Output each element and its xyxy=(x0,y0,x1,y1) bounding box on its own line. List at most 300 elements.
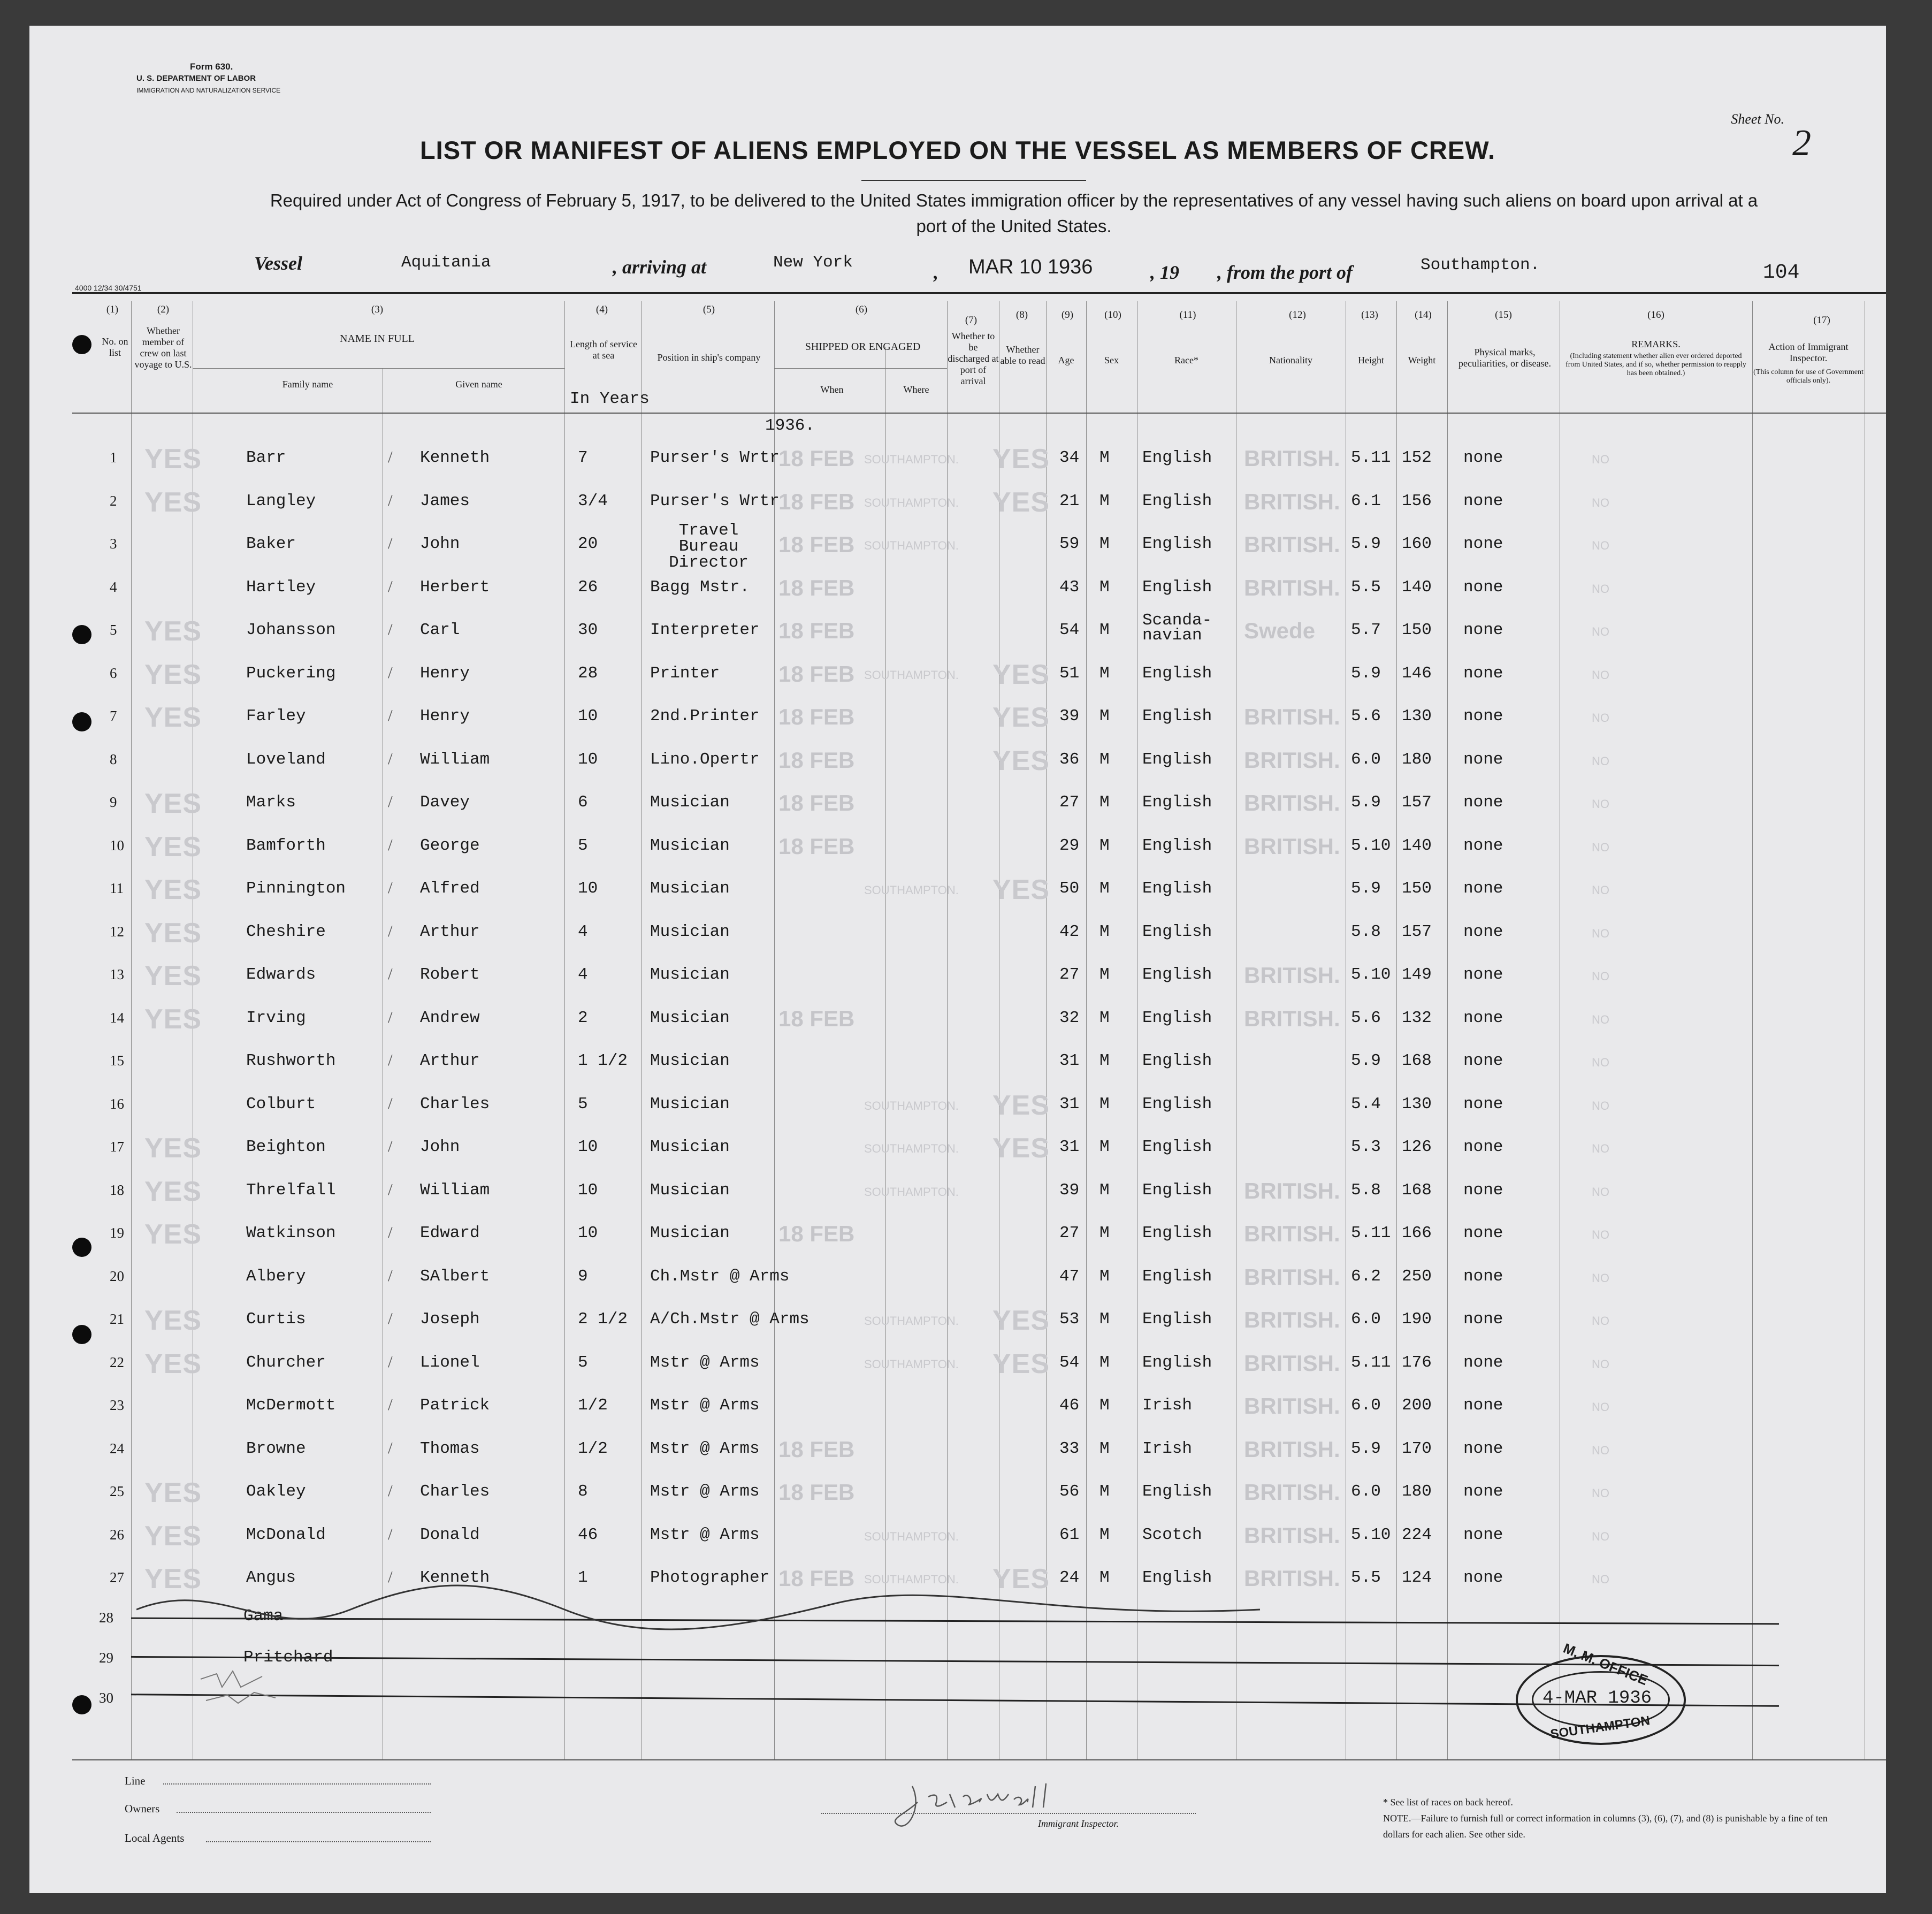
cell-race: English xyxy=(1142,577,1212,597)
cell-position: Bagg Mstr. xyxy=(650,577,750,597)
row-number: 28 xyxy=(99,1610,113,1626)
check-tick: / xyxy=(388,490,393,509)
cell-nationality: BRITISH. xyxy=(1244,790,1340,815)
cell-family: Edwards xyxy=(246,965,316,984)
cell-family: Colburt xyxy=(246,1094,316,1114)
cell-weight: 146 xyxy=(1402,664,1432,683)
cell-race: English xyxy=(1142,491,1212,510)
cell-where: SOUTHAMPTON. xyxy=(864,495,959,509)
cell-age: 34 xyxy=(1059,448,1080,467)
check-tick: / xyxy=(388,447,393,466)
sheet-no-label: Sheet No. xyxy=(1731,111,1784,127)
cell-race: English xyxy=(1142,1094,1212,1114)
cell-race: Irish xyxy=(1142,1396,1193,1415)
cell-given: William xyxy=(420,750,490,769)
cell-remarks: NO xyxy=(1592,495,1609,509)
cell-prev: YES xyxy=(144,1477,202,1508)
cell-marks: none xyxy=(1463,1396,1503,1415)
cell-no: 12 xyxy=(110,923,124,940)
cell-height: 5.10 xyxy=(1351,836,1391,855)
cell-length: 1 xyxy=(578,1568,588,1587)
cell-age: 27 xyxy=(1059,965,1080,984)
cell-where: SOUTHAMPTON. xyxy=(864,1142,959,1155)
cell-given: SAlbert xyxy=(420,1267,490,1286)
check-tick: / xyxy=(388,1481,393,1500)
cell-length: 10 xyxy=(578,1224,598,1242)
cell-given: Henry xyxy=(420,664,470,683)
col-header-race: Race* xyxy=(1174,355,1198,365)
cell-position: Musician xyxy=(650,922,730,941)
cell-height: 6.2 xyxy=(1351,1267,1381,1286)
cell-height: 5.5 xyxy=(1351,577,1381,597)
cell-sex: M xyxy=(1099,1180,1110,1200)
check-tick: / xyxy=(388,662,393,682)
binder-hole xyxy=(72,1238,91,1257)
year-label: , 19 xyxy=(1150,262,1179,283)
cell-read: YES xyxy=(992,1305,1050,1336)
cell-position: Travel Bureau Director xyxy=(669,521,749,572)
col-header-discharged: Whether to be discharged at port of arrival xyxy=(948,331,999,386)
cell-height: 5.9 xyxy=(1351,793,1381,812)
cell-prev: YES xyxy=(144,960,202,992)
cell-marks: none xyxy=(1463,664,1503,683)
cell-weight: 160 xyxy=(1402,535,1432,553)
cell-remarks: NO xyxy=(1592,668,1609,682)
cell-family: Irving xyxy=(246,1008,306,1027)
col-header-sex: Sex xyxy=(1104,355,1119,365)
cell-given: Edward xyxy=(420,1224,480,1242)
cell-height: 5.9 xyxy=(1351,879,1381,898)
cell-height: 6.0 xyxy=(1351,1482,1381,1501)
cell-read: YES xyxy=(992,1133,1050,1164)
cell-family: Angus xyxy=(246,1568,296,1587)
department: U. S. DEPARTMENT OF LABOR xyxy=(136,74,256,83)
manifest-sheet: Form 630. U. S. DEPARTMENT OF LABOR IMMIGRATION AND NATURALIZATION SERVICE Sheet No. 2 LIST OR MANIFEST OF ALIENS EMPLOYED ON THE VESSEL AS MEMBERS OF CREW. Required under Act of Congress of February 5, 1917, to be delivered to the United States immigration officer by the representatives of any vessel having such aliens on board upon arrival at a port of the United States. Vessel Aquitania , arriving at New York , MAR 10 1936 , 19 , from the port of Southampton. 104 4000 12/34 30/4751 (1) (2) (3) (4) (5) (6) (7) (8) (9) (10) (11) (12) (13) (14) (15) (16) (17) No. on list Whether member of crew on last voyage to U.S. NAME IN FULL Family name Given name Length of service at sea Position in ship's company SHIPPED OR ENGAGED When Where Whether to be discharged at port of arrival Whether able to read Age Sex Race* Nationality Height Weight Physical marks, peculiarities, or disease. REMARKS. (Including statement whether alien ever ordered deported from United States, and if so, whether permission to reapply has been obtained.) Action of Immigrant Inspector. (This column for use of Government officials only). In Years 1936. 1 YES Barr Kenneth 7 Purser's Wrtr 18 FEB SOUTHAMPTON. YES 34 M English BRITISH. 5.11 152 none NO / 2 YES Langley James 3/4 Purser's Wrtr 18 FEB SOUTHAMPTON. YES 21 M English BRITISH. 6.1 156 none NO / 3 Baker John 20 Travel Bureau Director 18 FEB SOUTHAMPTON. 59 M English BRITISH. 5.9 160 none NO / 4 Hartley Herbert 26 Bagg Mstr. 18 FEB 43 M English BRITISH. 5.5 140 none NO / 5 YES Johansson Carl 30 Interpreter 18 FEB 54 M Scanda-navian Swede 5.7 150 none NO / 6 YES Puckering Henry 28 Printer 18 FEB SOUTHAMPTON. YES 51 M English 5.9 146 none NO / 7 YES Farley Henry 10 2nd.Printer 18 FEB YES 39 M English BRITISH. 5.6 130 none NO / 8 Loveland William 10 Lino.Opertr 18 FEB YES 36 M English BRITISH. 6.0 180 none NO / 9 YES Marks Davey 6 Musician 18 FEB 27 M English BRITISH. 5.9 157 none NO / 10 YES Bamforth George 5 Musician 18 FEB 29 M English BRITISH. 5.10 140 none NO / 11 YES Pinnington Alfred 10 Musician SOUTHAMPTON. YES 50 M English 5.9 150 none NO / 12 YES Cheshire Arthur 4 Musician 42 M English 5.8 157 none NO / 13 YES Edwards Robert 4 Musician 27 M English BRITISH. 5.10 149 none NO / 14 YES Irving Andrew 2 Musician 18 FEB 32 M English BRITISH. 5.6 132 none NO / 15 Rushworth Arthur 1 1/2 Musician 31 M English 5.9 168 none NO / 16 Colburt Charles 5 Musician SOUTHAMPTON. YES 31 M English 5.4 130 none NO / 17 YES Beighton John 10 Musician SOUTHAMPTON. YES 31 M English 5.3 126 none NO / 18 YES Threlfall William 10 Musician SOUTHAMPTON. 39 M English BRITISH. 5.8 168 none NO / 19 YES Watkinson Edward 10 Musician 18 FEB 27 M English BRITISH. 5.11 166 none NO / 20 Albery SAlbert 9 Ch.Mstr @ Arms 47 M English BRITISH. 6.2 250 none NO / 21 YES Curtis Joseph 2 1/2 A/Ch.Mstr @ Arms SOUTHAMPTON. YES 53 M English BRITISH. 6.0 190 none NO / 22 YES Churcher Lionel 5 Mstr @ Arms SOUTHAMPTON. YES 54 M English BRITISH. 5.11 176 none NO / 23 McDermott Patrick 1/2 Mstr @ Arms 46 M Irish BRITISH. 6.0 200 none NO / 24 Browne Thomas 1/2 Mstr @ Arms 18 FEB 33 M Irish BRITISH. 5.9 170 none NO / 25 YES Oakley Charles 8 Mstr @ Arms 18 FEB 56 M English BRITISH. 6.0 180 none NO / 26 YES McDonald Donald 46 Mstr @ Arms SOUTHAMPTON. 61 M Scotch BRITISH. 5.10 224 none NO / 27 YES Angus Kenneth 1 Photographer 18 FEB SOUTHAMPTON. YES 24 M English BRITISH. 5.5 124 none NO / 28 29 30 Gama Pritchard M. M. OFFICE 4-MAR 1936 SOUTHAMPTON Line Owners Local Agents Immigrant Inspector. * See list of races on back hereof. NOTE.—Failure to furnish full or correct information in columns (3), (6), (7), and (8) is punishable by a fine of ten dollars for each alien. See other side. xyxy=(29,26,1886,1893)
cell-prev: YES xyxy=(144,1564,202,1595)
cell-no: 15 xyxy=(110,1053,124,1069)
cell-no: 22 xyxy=(110,1354,124,1370)
cell-given: Thomas xyxy=(420,1439,480,1458)
cell-remarks: NO xyxy=(1592,1443,1609,1457)
cell-read: YES xyxy=(992,1089,1050,1121)
cell-height: 6.0 xyxy=(1351,1396,1381,1415)
cell-marks: none xyxy=(1463,535,1503,553)
cell-prev: YES xyxy=(144,788,202,819)
check-tick: / xyxy=(388,1309,393,1328)
cell-no: 21 xyxy=(110,1311,124,1327)
vessel-label: Vessel xyxy=(254,253,302,274)
cell-age: 53 xyxy=(1059,1310,1080,1329)
col-header-action: Action of Immigrant Inspector. xyxy=(1768,341,1849,363)
cell-weight: 132 xyxy=(1402,1008,1432,1027)
col-header-position: Position in ship's company xyxy=(657,352,761,363)
check-tick: / xyxy=(388,1050,393,1069)
cell-no: 17 xyxy=(110,1139,124,1155)
from-port-label: , from the port of xyxy=(1217,262,1353,283)
cell-height: 5.8 xyxy=(1351,922,1381,941)
cell-weight: 190 xyxy=(1402,1310,1432,1329)
cell-given: William xyxy=(420,1180,490,1200)
title-rule xyxy=(861,180,1086,181)
cell-remarks: NO xyxy=(1592,625,1609,638)
cell-age: 27 xyxy=(1059,793,1080,812)
cell-remarks: NO xyxy=(1592,539,1609,552)
cell-length: 28 xyxy=(578,664,598,683)
cell-marks: none xyxy=(1463,922,1503,941)
cell-nationality: BRITISH. xyxy=(1244,1005,1340,1031)
vessel-name: Aquitania xyxy=(401,253,491,272)
cell-age: 43 xyxy=(1059,577,1080,597)
cell-when: 18 FEB xyxy=(778,489,855,514)
arriving-at-label: , arriving at xyxy=(613,256,707,278)
cell-length: 10 xyxy=(578,750,598,769)
row-number: 30 xyxy=(99,1690,113,1706)
cell-sex: M xyxy=(1099,1568,1110,1587)
cell-weight: 150 xyxy=(1402,879,1432,898)
cell-given: Alfred xyxy=(420,879,480,898)
check-tick: / xyxy=(388,1093,393,1112)
cell-race: English xyxy=(1142,1008,1212,1027)
check-tick: / xyxy=(388,1438,393,1457)
cell-no: 27 xyxy=(110,1569,124,1585)
footnote-fine: NOTE.—Failure to furnish full or correct information in columns (3), (6), (7), and (8) is punishable by a fine of ten dollars for each alien. See other side. xyxy=(1383,1813,1828,1840)
cell-age: 39 xyxy=(1059,1180,1080,1200)
cell-race: English xyxy=(1142,448,1212,467)
cell-weight: 180 xyxy=(1402,1482,1432,1501)
cell-sex: M xyxy=(1099,1439,1110,1458)
cell-family: Farley xyxy=(246,707,306,726)
cell-family: Beighton xyxy=(246,1138,326,1156)
cell-nationality: BRITISH. xyxy=(1244,575,1340,600)
cell-length: 1/2 xyxy=(578,1396,608,1415)
cell-no: 19 xyxy=(110,1225,124,1241)
cell-length: 4 xyxy=(578,922,588,941)
check-tick: / xyxy=(388,964,393,983)
cell-where: SOUTHAMPTON. xyxy=(864,668,959,682)
cell-length: 46 xyxy=(578,1525,598,1544)
cell-family: Langley xyxy=(246,491,316,510)
cell-marks: none xyxy=(1463,448,1503,467)
cell-race: English xyxy=(1142,1224,1212,1242)
cell-sex: M xyxy=(1099,448,1110,467)
cell-family: Churcher xyxy=(246,1353,326,1372)
inspector-label: Immigrant Inspector. xyxy=(1038,1818,1119,1829)
cell-marks: none xyxy=(1463,1525,1503,1544)
cell-weight: 224 xyxy=(1402,1525,1432,1544)
cell-sex: M xyxy=(1099,664,1110,683)
cell-weight: 200 xyxy=(1402,1396,1432,1415)
cell-race: English xyxy=(1142,1482,1212,1501)
cell-race: English xyxy=(1142,836,1212,855)
cell-given: George xyxy=(420,836,480,855)
cell-position: Purser's Wrtr xyxy=(650,448,780,467)
cell-given: Kenneth xyxy=(420,1568,490,1587)
cell-remarks: NO xyxy=(1592,1573,1609,1586)
cell-age: 33 xyxy=(1059,1439,1080,1458)
cell-sex: M xyxy=(1099,1008,1110,1027)
cell-height: 5.11 xyxy=(1351,1224,1391,1242)
cell-position: Mstr @ Arms xyxy=(650,1439,760,1458)
cell-family: Pinnington xyxy=(246,879,346,898)
cell-sex: M xyxy=(1099,577,1110,597)
cell-length: 7 xyxy=(578,448,588,467)
cell-remarks: NO xyxy=(1592,1529,1609,1543)
pencil-scribble xyxy=(190,1663,350,1711)
cell-race: English xyxy=(1142,1267,1212,1286)
cell-age: 31 xyxy=(1059,1051,1080,1070)
cell-sex: M xyxy=(1099,1482,1110,1501)
cell-length: 6 xyxy=(578,793,588,812)
binder-hole xyxy=(72,1695,91,1714)
cell-position: Musician xyxy=(650,965,730,984)
cell-marks: none xyxy=(1463,1353,1503,1372)
cell-nationality: BRITISH. xyxy=(1244,1307,1340,1332)
cell-weight: 156 xyxy=(1402,491,1432,510)
cell-given: Carl xyxy=(420,621,460,639)
cell-when: 18 FEB xyxy=(778,1005,855,1031)
cell-weight: 150 xyxy=(1402,621,1432,639)
cell-position: Photographer xyxy=(650,1568,770,1587)
col-header-read: Whether able to read xyxy=(1000,344,1045,366)
cell-remarks: NO xyxy=(1592,1271,1609,1285)
cell-nationality: BRITISH. xyxy=(1244,963,1340,988)
cell-nationality: BRITISH. xyxy=(1244,1522,1340,1548)
cell-where: SOUTHAMPTON. xyxy=(864,539,959,552)
cell-sex: M xyxy=(1099,1267,1110,1286)
cell-family: Oakley xyxy=(246,1482,306,1501)
cell-height: 5.8 xyxy=(1351,1180,1381,1200)
cell-race: English xyxy=(1142,1568,1212,1587)
cell-weight: 140 xyxy=(1402,836,1432,855)
cell-remarks: NO xyxy=(1592,840,1609,854)
cell-position: Interpreter xyxy=(650,621,760,639)
cell-position: Lino.Opertr xyxy=(650,750,760,769)
year-1936: 1936. xyxy=(765,416,815,435)
cell-prev: YES xyxy=(144,1348,202,1379)
cell-read: YES xyxy=(992,486,1050,518)
cell-weight: 157 xyxy=(1402,922,1432,941)
cell-length: 2 xyxy=(578,1008,588,1027)
cell-race: English xyxy=(1142,1051,1212,1070)
cell-when: 18 FEB xyxy=(778,532,855,557)
page-code: 104 xyxy=(1763,261,1800,284)
cell-remarks: NO xyxy=(1592,1486,1609,1500)
departure-port: Southampton. xyxy=(1421,256,1540,274)
cell-age: 47 xyxy=(1059,1267,1080,1286)
cell-given: Patrick xyxy=(420,1396,490,1415)
sheet-number: 2 xyxy=(1792,123,1811,164)
cell-sex: M xyxy=(1099,1310,1110,1329)
cell-race: Scotch xyxy=(1142,1525,1202,1544)
cell-length: 5 xyxy=(578,836,588,855)
cell-nationality: BRITISH. xyxy=(1244,1480,1340,1505)
cell-age: 31 xyxy=(1059,1138,1080,1156)
cell-no: 16 xyxy=(110,1095,124,1112)
cell-no: 3 xyxy=(110,536,117,552)
cell-position: Mstr @ Arms xyxy=(650,1396,760,1415)
cell-age: 61 xyxy=(1059,1525,1080,1544)
check-tick: / xyxy=(388,1137,393,1155)
cell-where: SOUTHAMPTON. xyxy=(864,1573,959,1586)
struck-name-28: Gama xyxy=(243,1607,284,1626)
cell-weight: 130 xyxy=(1402,707,1432,726)
cell-where: SOUTHAMPTON. xyxy=(864,453,959,466)
cell-marks: none xyxy=(1463,1568,1503,1587)
cell-prev: YES xyxy=(144,486,202,518)
cell-given: Charles xyxy=(420,1094,490,1114)
arrival-date-stamp: MAR 10 1936 xyxy=(968,256,1093,278)
cell-family: Browne xyxy=(246,1439,306,1458)
cell-weight: 250 xyxy=(1402,1267,1432,1286)
cell-sex: M xyxy=(1099,922,1110,941)
cell-nationality: BRITISH. xyxy=(1244,1264,1340,1290)
cell-where: SOUTHAMPTON. xyxy=(864,1529,959,1543)
cell-position: Musician xyxy=(650,1180,730,1200)
cell-height: 5.9 xyxy=(1351,535,1381,553)
cell-marks: none xyxy=(1463,491,1503,510)
cell-where: SOUTHAMPTON. xyxy=(864,1185,959,1199)
cell-marks: none xyxy=(1463,836,1503,855)
binder-hole xyxy=(72,1325,91,1344)
cell-family: Threlfall xyxy=(246,1180,336,1200)
cell-family: Bamforth xyxy=(246,836,326,855)
check-tick: / xyxy=(388,1265,393,1285)
cell-given: James xyxy=(420,491,470,510)
row-number: 29 xyxy=(99,1650,113,1666)
cell-no: 10 xyxy=(110,837,124,853)
cell-sex: M xyxy=(1099,965,1110,984)
check-tick: / xyxy=(388,1352,393,1371)
cell-family: Puckering xyxy=(246,664,336,683)
col-header-action-note: (This column for use of Government officials only). xyxy=(1753,368,1864,385)
cell-no: 11 xyxy=(110,880,124,896)
cell-nationality: BRITISH. xyxy=(1244,532,1340,557)
cell-family: Watkinson xyxy=(246,1224,336,1242)
cell-length: 10 xyxy=(578,879,598,898)
cell-age: 29 xyxy=(1059,836,1080,855)
check-tick: / xyxy=(388,1179,393,1199)
cell-when: 18 FEB xyxy=(778,1221,855,1246)
cell-position: Musician xyxy=(650,1094,730,1114)
cell-height: 6.1 xyxy=(1351,491,1381,510)
cell-marks: none xyxy=(1463,621,1503,639)
cell-sex: M xyxy=(1099,1396,1110,1415)
cell-age: 39 xyxy=(1059,707,1080,726)
cell-position: Musician xyxy=(650,1224,730,1242)
cell-marks: none xyxy=(1463,1310,1503,1329)
check-tick: / xyxy=(388,835,393,854)
cell-when: 18 FEB xyxy=(778,1480,855,1505)
cell-given: Charles xyxy=(420,1482,490,1501)
check-tick: / xyxy=(388,576,393,596)
cell-weight: 130 xyxy=(1402,1094,1432,1114)
col-header-nationality: Nationality xyxy=(1269,355,1312,365)
col-header-length: Length of service at sea xyxy=(570,339,637,361)
cell-family: Cheshire xyxy=(246,922,326,941)
cell-height: 5.6 xyxy=(1351,1008,1381,1027)
cell-length: 8 xyxy=(578,1482,588,1501)
cell-remarks: NO xyxy=(1592,970,1609,983)
cell-prev: YES xyxy=(144,702,202,733)
cell-family: Hartley xyxy=(246,577,316,597)
cell-height: 5.9 xyxy=(1351,1051,1381,1070)
cell-marks: none xyxy=(1463,1180,1503,1200)
cell-prev: YES xyxy=(144,1305,202,1336)
cell-sex: M xyxy=(1099,1525,1110,1544)
cell-where: SOUTHAMPTON. xyxy=(864,1314,959,1328)
cell-no: 25 xyxy=(110,1483,124,1499)
cell-no: 13 xyxy=(110,966,124,982)
cell-prev: YES xyxy=(144,1520,202,1552)
cell-marks: none xyxy=(1463,1138,1503,1156)
page-title: LIST OR MANIFEST OF ALIENS EMPLOYED ON THE VESSEL AS MEMBERS OF CREW. xyxy=(419,136,1496,164)
cell-given: Arthur xyxy=(420,1051,480,1070)
cell-length: 10 xyxy=(578,1180,598,1200)
cell-remarks: NO xyxy=(1592,582,1609,596)
cell-weight: 124 xyxy=(1402,1568,1432,1587)
col-header-remarks: REMARKS. xyxy=(1631,339,1681,349)
cell-age: 50 xyxy=(1059,879,1080,898)
cell-no: 5 xyxy=(110,622,117,638)
cell-age: 54 xyxy=(1059,621,1080,639)
cell-weight: 149 xyxy=(1402,965,1432,984)
cell-race: English xyxy=(1142,793,1212,812)
cell-length: 3/4 xyxy=(578,491,608,510)
cell-nationality: BRITISH. xyxy=(1244,1178,1340,1203)
cell-weight: 180 xyxy=(1402,750,1432,769)
cell-length: 20 xyxy=(578,535,598,553)
cell-sex: M xyxy=(1099,836,1110,855)
cell-age: 24 xyxy=(1059,1568,1080,1587)
cell-no: 14 xyxy=(110,1009,124,1026)
cell-no: 1 xyxy=(110,449,117,466)
cell-given: Lionel xyxy=(420,1353,480,1372)
cell-sex: M xyxy=(1099,1224,1110,1242)
col-header-when: When xyxy=(820,384,844,395)
cell-race: Scanda-navian xyxy=(1142,611,1212,645)
cell-prev: YES xyxy=(144,444,202,475)
cell-height: 5.10 xyxy=(1351,965,1391,984)
cell-when: 18 FEB xyxy=(778,618,855,643)
cell-no: 26 xyxy=(110,1526,124,1543)
cell-remarks: NO xyxy=(1592,1228,1609,1241)
office-stamp: M. M. OFFICE 4-MAR 1936 SOUTHAMPTON xyxy=(1516,1655,1686,1745)
cell-nationality: BRITISH. xyxy=(1244,446,1340,471)
col-header-weight: Weight xyxy=(1408,355,1436,365)
cell-given: Kenneth xyxy=(420,448,490,467)
cell-prev: YES xyxy=(144,874,202,905)
cell-age: 36 xyxy=(1059,750,1080,769)
cell-age: 51 xyxy=(1059,664,1080,683)
cell-nationality: BRITISH. xyxy=(1244,489,1340,514)
cell-length: 9 xyxy=(578,1267,588,1286)
cell-no: 24 xyxy=(110,1440,124,1457)
cell-no: 6 xyxy=(110,665,117,681)
cell-length: 10 xyxy=(578,1138,598,1156)
cell-race: English xyxy=(1142,965,1212,984)
cell-given: Andrew xyxy=(420,1008,480,1027)
cell-given: Davey xyxy=(420,793,470,812)
cell-weight: 140 xyxy=(1402,577,1432,597)
cell-race: English xyxy=(1142,1353,1212,1372)
cell-read: YES xyxy=(992,1348,1050,1379)
arrival-port: New York xyxy=(773,253,853,272)
cell-height: 6.0 xyxy=(1351,750,1381,769)
col-header-shipped: SHIPPED OR ENGAGED xyxy=(805,341,921,353)
cell-age: 59 xyxy=(1059,535,1080,553)
cell-marks: none xyxy=(1463,750,1503,769)
cell-no: 23 xyxy=(110,1397,124,1413)
